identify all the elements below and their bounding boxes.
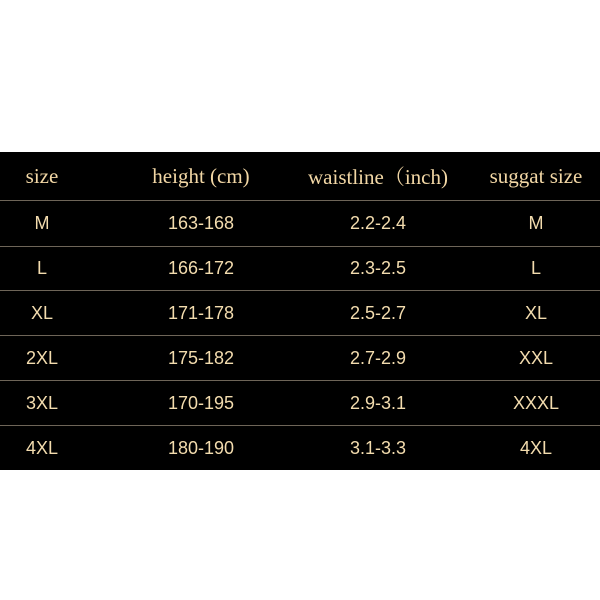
cell-size: XL bbox=[30, 302, 54, 323]
cell-suggested-size: M bbox=[528, 213, 544, 233]
table-row bbox=[0, 426, 600, 470]
cell-suggested-size: 4XL bbox=[519, 437, 553, 458]
cell-suggested-size: L bbox=[530, 258, 541, 278]
cell-size: 4XL bbox=[25, 437, 59, 458]
cell-suggested-size: XL bbox=[524, 302, 548, 323]
cell-size: 3XL bbox=[25, 392, 59, 413]
cell-waistline: 2.3-2.5 bbox=[349, 258, 407, 278]
cell-height: 170-195 bbox=[167, 392, 235, 413]
cell-height: 166-172 bbox=[167, 258, 235, 278]
cell-height: 163-168 bbox=[167, 213, 235, 233]
cell-waistline: 2.7-2.9 bbox=[349, 347, 407, 368]
cell-size: 2XL bbox=[25, 347, 59, 368]
cell-waistline: 2.2-2.4 bbox=[349, 213, 407, 233]
table-row bbox=[0, 291, 600, 336]
table-header-row bbox=[0, 152, 600, 201]
header-waistline: waistline（inch) bbox=[308, 165, 448, 189]
cell-height: 171-178 bbox=[167, 302, 235, 323]
cell-height: 175-182 bbox=[167, 347, 235, 368]
cell-waistline: 2.9-3.1 bbox=[349, 392, 407, 413]
table-row bbox=[0, 247, 600, 291]
header-size: size bbox=[25, 163, 59, 188]
table-row bbox=[0, 381, 600, 426]
cell-suggested-size: XXXL bbox=[512, 392, 560, 413]
header-suggested-size: suggat size bbox=[489, 163, 583, 188]
cell-waistline: 2.5-2.7 bbox=[349, 302, 407, 323]
cell-waistline: 3.1-3.3 bbox=[349, 437, 407, 458]
cell-size: M bbox=[34, 213, 50, 233]
cell-suggested-size: XXL bbox=[518, 347, 554, 368]
cell-size: L bbox=[36, 258, 47, 278]
size-chart-table bbox=[0, 152, 600, 470]
table-row bbox=[0, 336, 600, 381]
header-height: height (cm) bbox=[152, 163, 250, 188]
cell-height: 180-190 bbox=[167, 437, 235, 458]
table-row bbox=[0, 201, 600, 247]
